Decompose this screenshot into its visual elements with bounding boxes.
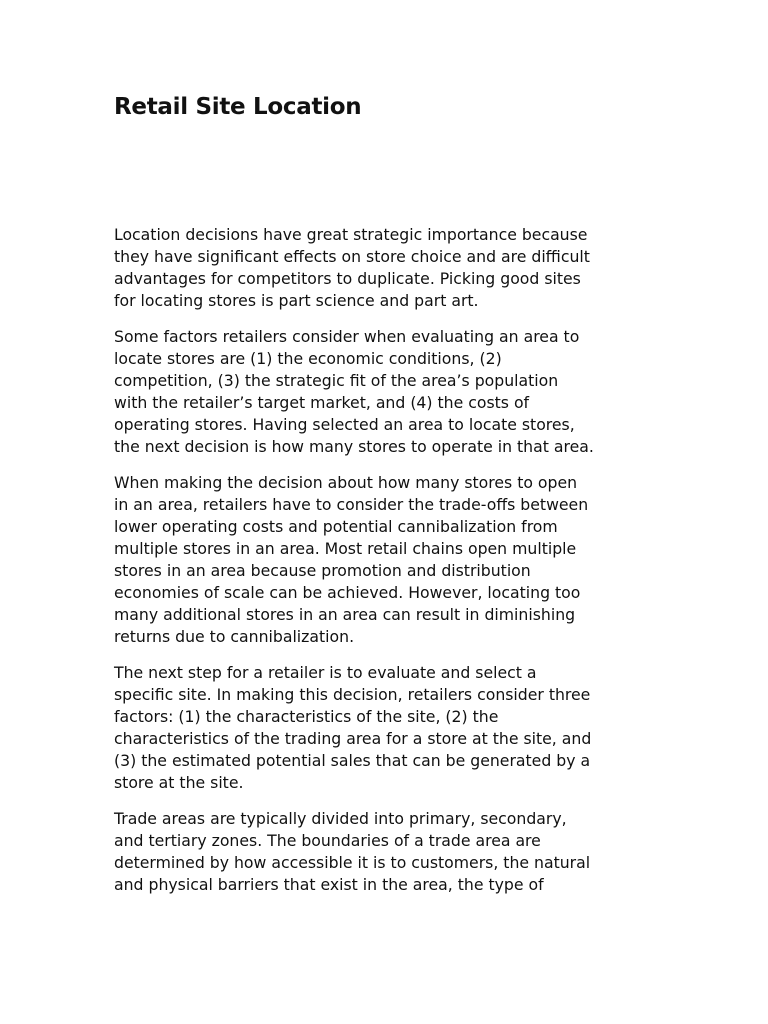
text-line: the next decision is how many stores to operate in that area. [114, 437, 594, 456]
text-line: competition, (3) the strategic fit of the area’s population [114, 371, 559, 390]
text-line: store at the site. [114, 773, 244, 792]
text-line: When making the decision about how many stores to open [114, 473, 578, 492]
text-line: stores in an area because promotion and distribution [114, 561, 531, 580]
paragraph-3 [114, 472, 674, 648]
paragraph-4 [114, 662, 674, 794]
text-line: and physical barriers that exist in the area, the type of [114, 875, 544, 894]
text-line: (3) the estimated potential sales that can be generated by a [114, 751, 591, 770]
text-line: many additional stores in an area can result in diminishing [114, 605, 576, 624]
text-line: returns due to cannibalization. [114, 627, 355, 646]
text-line: factors: (1) the characteristics of the site, (2) the [114, 707, 499, 726]
text-line: The next step for a retailer is to evaluate and select a [114, 663, 537, 682]
text-line: Location decisions have great strategic importance because [114, 225, 588, 244]
text-line: for locating stores is part science and part art. [114, 291, 479, 310]
page-title: Retail Site Location [114, 94, 362, 120]
paragraph-5 [114, 808, 674, 896]
text-line: multiple stores in an area. Most retail chains open multiple [114, 539, 577, 558]
text-line: in an area, retailers have to consider the trade-offs between [114, 495, 589, 514]
text-line: locate stores are (1) the economic conditions, (2) [114, 349, 502, 368]
text-line: they have significant effects on store choice and are difficult [114, 247, 590, 266]
text-line: Some factors retailers consider when evaluating an area to [114, 327, 580, 346]
text-line: operating stores. Having selected an area to locate stores, [114, 415, 575, 434]
text-line: advantages for competitors to duplicate. Picking good sites [114, 269, 581, 288]
text-line: economies of scale can be achieved. However, locating too [114, 583, 581, 602]
paragraph-2 [114, 326, 674, 458]
text-line: characteristics of the trading area for a store at the site, and [114, 729, 592, 748]
text-line: Trade areas are typically divided into primary, secondary, [114, 809, 567, 828]
text-line: specific site. In making this decision, retailers consider three [114, 685, 591, 704]
text-line: determined by how accessible it is to customers, the natural [114, 853, 591, 872]
text-line: with the retailer’s target market, and (4) the costs of [114, 393, 530, 412]
document-body [114, 224, 674, 910]
text-line: and tertiary zones. The boundaries of a trade area are [114, 831, 541, 850]
paragraph-1 [114, 224, 674, 312]
text-line: lower operating costs and potential cannibalization from [114, 517, 558, 536]
